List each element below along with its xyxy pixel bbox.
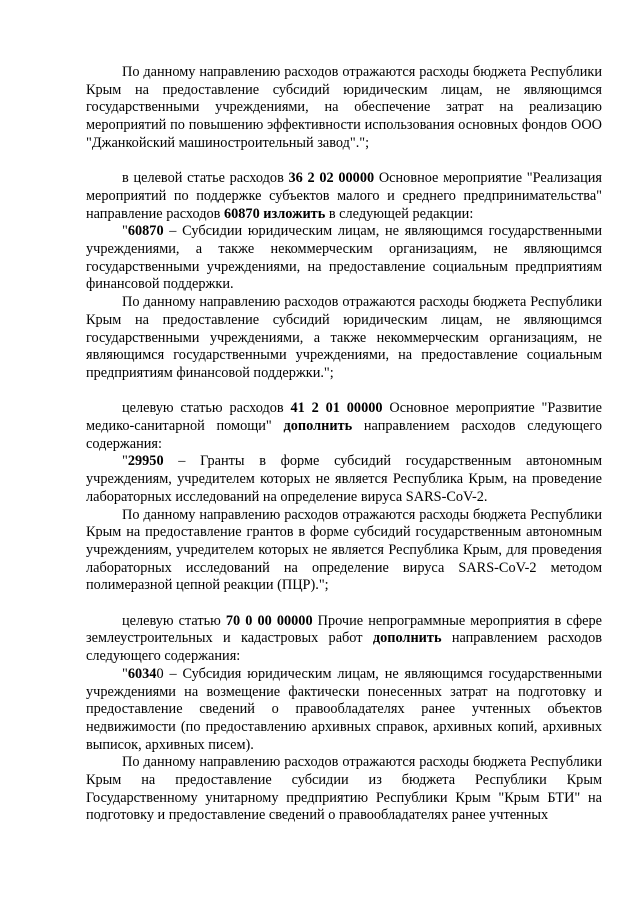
document-body <box>86 64 602 825</box>
text-run: По данному направлению расходов отражаются расходы бюджета Республики Крым на предоставление субсидий юридическим лицам, не являющимся государственными учреждениями, а также некоммерческим организациям, не являющимся государственными учреждениями, на предоставление социальным предприятиям финансовой поддержки."; <box>86 294 602 381</box>
text-run: " <box>122 453 128 470</box>
text-run: По данному направлению расходов отражаются расходы бюджета Республики Крым на предоставление грантов в форме субсидий государственным автономным учреждениям, учредителем которых не является Республика Крым, для проведения лабораторных исследований на определение вируса SARS-CoV-2 методом полимеразной цепной реакции (ПЦР)."; <box>86 506 602 594</box>
text-run: направлением расходов следующего содержания: <box>86 418 602 452</box>
paragraph <box>86 64 602 153</box>
text-run: в следующей редакции: <box>325 205 474 222</box>
text-run: 0 – Субсидия юридическим лицам, не являющимся государственными учреждениями на возмещение фактически понесенных затрат на подготовку и предоставление сведений о правообладателях ранее учтенных объектов недвижимости (по предоставлению архивных справок, архивных копий, архивных выписок, архивных писем). <box>86 665 602 753</box>
paragraph <box>86 170 602 223</box>
text-run: " <box>122 223 128 240</box>
text-run: По данному направлению расходов отражаются расходы бюджета Республики Крым на предоставление субсидий юридическим лицам, не являющимся государственными учреждениями, на обеспечение затрат на реализацию мероприятий по повышению эффективности использования основных фондов ООО "Джанкойский машиностроительный завод"."; <box>86 64 602 151</box>
text-run: целевую статью расходов <box>122 400 291 417</box>
budget-code: 36 2 02 00000 <box>288 170 375 187</box>
paragraph <box>86 666 602 755</box>
text-run: Основное мероприятие "Развитие медико-санитарной помощи" <box>86 400 602 435</box>
paragraph <box>86 223 602 294</box>
paragraph <box>86 613 602 666</box>
bold-phrase: дополнить <box>372 630 442 647</box>
text-run: – Субсидии юридическим лицам, не являющимся государственными учреждениями, а также некоммерческим организациям, не являющимся государственными учреждениями, на предоставление социальным предприятиям финансовой поддержки. <box>86 223 602 293</box>
text-run: Прочие непрограммные мероприятия в сфере землеустроительных и кадастровых работ <box>86 612 602 647</box>
bold-phrase: 60870 изложить <box>223 205 326 222</box>
bold-phrase: дополнить <box>283 418 353 435</box>
paragraph <box>86 754 602 825</box>
text-run: " <box>122 665 128 682</box>
budget-code: 41 2 01 00000 <box>290 400 383 417</box>
budget-code: 6034 <box>127 665 157 682</box>
text-run: целевую статью <box>122 612 226 629</box>
text-run: По данному направлению расходов отражаются расходы бюджета Республики Крым на предоставление субсидии из бюджета Республики Крым Государственному унитарному предприятию Республики Крым "Крым БТИ" на подготовку и предоставление сведений о правообладателях ранее учтенных <box>86 754 602 824</box>
paragraph <box>86 294 602 383</box>
budget-code: 29950 <box>127 453 164 470</box>
text-run: – Гранты в форме субсидий государственным автономным учреждениям, учредителем которых не является Республика Крым, на проведение лабораторных исследований на определение вируса SARS-CoV-2. <box>86 453 602 505</box>
text-run: Основное мероприятие "Реализация мероприятий по поддержке субъектов малого и среднего предпринимательства" направление расходов <box>86 170 603 222</box>
budget-code: 70 0 00 00000 <box>225 612 313 629</box>
paragraph <box>86 453 602 506</box>
budget-code: 60870 <box>127 223 164 240</box>
paragraph <box>86 507 602 596</box>
text-run: направлением расходов следующего содержания: <box>86 630 602 665</box>
paragraph <box>86 400 602 453</box>
text-run: в целевой статье расходов <box>122 170 289 187</box>
